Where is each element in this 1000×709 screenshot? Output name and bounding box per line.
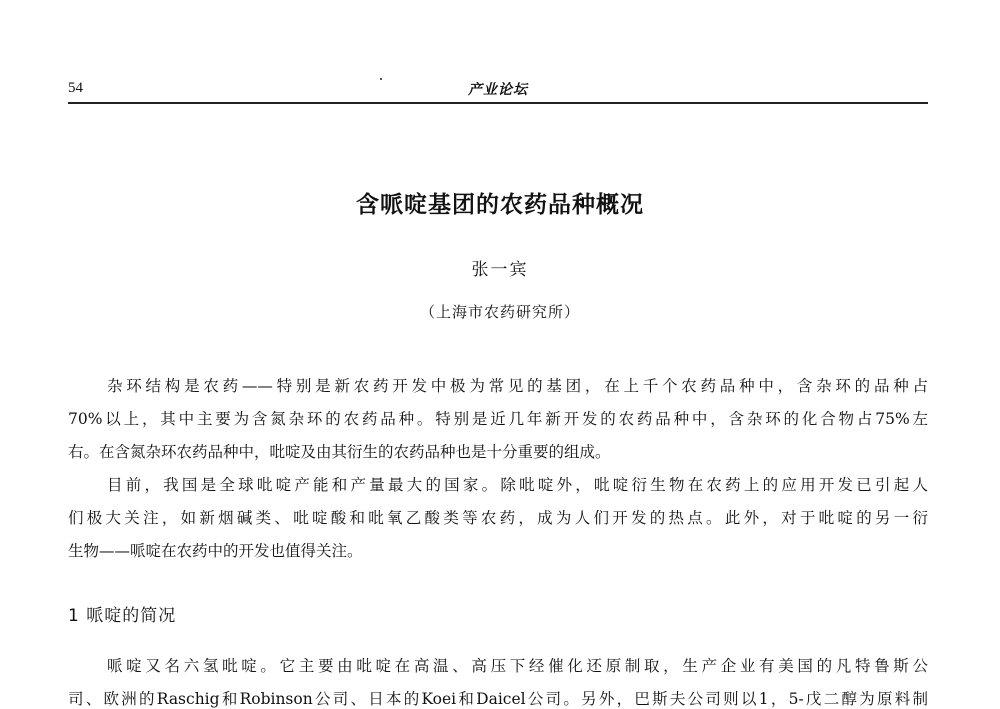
running-title: 产业论坛 bbox=[468, 82, 528, 98]
section-heading: 1 哌啶的简况 bbox=[68, 606, 177, 626]
author-affiliation: （上海市农药研究所） bbox=[419, 303, 580, 321]
section-1-line-2: 司、欧洲的Raschig和Robinson公司、日本的Koei和Daicel公司。另外，巴斯夫公司则以1，5-戊二醇为原料制 bbox=[68, 690, 928, 708]
scan-speck bbox=[380, 78, 382, 80]
paragraph-2-line-3: 生物——哌啶在农药中的开发也值得关注。 bbox=[68, 542, 363, 560]
paragraph-1-line-2: 70%以上，其中主要为含氮杂环的农药品种。特别是近几年新开发的农药品种中，含杂环的化合物占75%左 bbox=[68, 410, 928, 428]
paragraph-1-line-3: 右。在含氮杂环农药品种中，吡啶及由其衍生的农药品种也是十分重要的组成。 bbox=[68, 443, 611, 461]
section-1-line-1: 哌啶又名六氢吡啶。它主要由吡啶在高温、高压下经催化还原制取，生产企业有美国的凡特鲁斯公 bbox=[107, 657, 928, 675]
article-title: 含哌啶基团的农药品种概况 bbox=[356, 191, 644, 218]
paragraph-2-line-2: 们极大关注，如新烟碱类、吡啶酸和吡氧乙酸类等农药，成为人们开发的热点。此外，对于吡啶的另一衍 bbox=[68, 509, 928, 527]
paragraph-2-line-1: 目前，我国是全球吡啶产能和产量最大的国家。除吡啶外，吡啶衍生物在农药上的应用开发已引起人 bbox=[107, 476, 928, 494]
page-header bbox=[68, 76, 928, 104]
paragraph-1-line-1: 杂环结构是农药——特别是新农药开发中极为常见的基团，在上千个农药品种中，含杂环的品种占 bbox=[107, 377, 928, 395]
article-author: 张一宾 bbox=[471, 260, 529, 280]
page-number: 54 bbox=[68, 80, 83, 96]
